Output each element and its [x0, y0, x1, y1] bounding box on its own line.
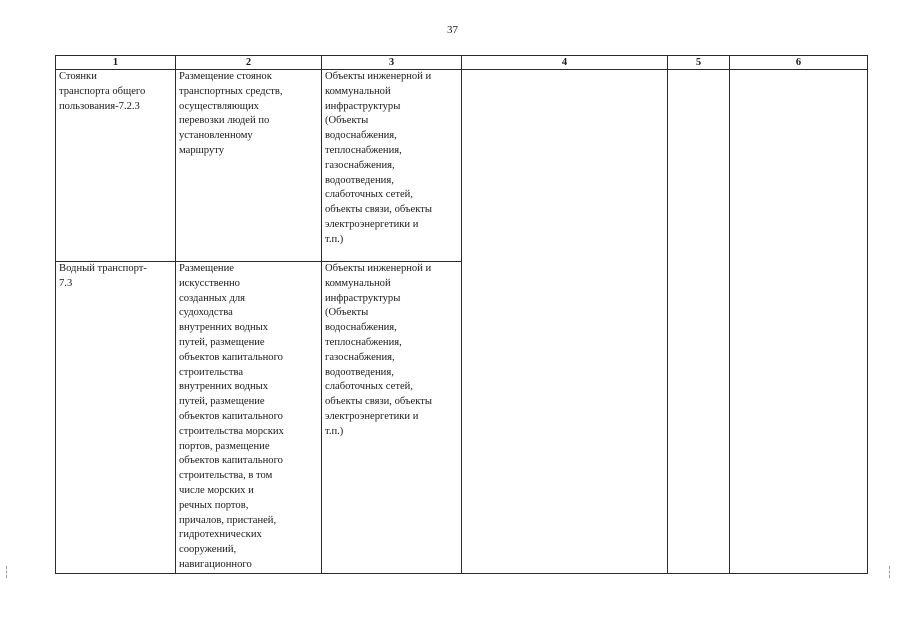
- page-number: 37: [447, 24, 458, 36]
- right-margin-mark: [889, 566, 893, 578]
- column-header-6: 6: [730, 56, 868, 70]
- column-header-2: 2: [176, 56, 322, 70]
- land-use-description-cell: Размещение стоянок транспортных средств, осуществляющих перевозки людей по установленному маршруту: [176, 70, 322, 262]
- column-5-merged-cell: [668, 70, 730, 574]
- column-4-merged-cell: [462, 70, 668, 574]
- column-6-merged-cell: [730, 70, 868, 574]
- column-header-5: 5: [668, 56, 730, 70]
- column-header-1: 1: [56, 56, 176, 70]
- auxiliary-use-cell: Объекты инженерной и коммунальной инфраструктуры (Объекты водоснабжения, теплоснабжения, газоснабжения, водоотведения, слаботочных сетей, объекты связи, объекты электроэнергетики и т.п.): [322, 262, 462, 574]
- table-header-row: [56, 56, 868, 70]
- land-use-description-cell: Размещение искусственно созданных для судоходства внутренних водных путей, размещение объектов капитального строительства внутренних водных путей, размещение объектов капитального строительства морских портов, размещение объектов капитального строительства, в том числе морских и речных портов, причалов, пристаней, гидротехнических сооружений, навигационного: [176, 262, 322, 574]
- column-header-4: 4: [462, 56, 668, 70]
- left-margin-mark: [6, 566, 10, 578]
- column-header-3: 3: [322, 56, 462, 70]
- land-use-type-cell: Стоянки транспорта общего пользования-7.2.3: [56, 70, 176, 262]
- land-use-type-cell: Водный транспорт- 7.3: [56, 262, 176, 574]
- table-row: [56, 70, 868, 262]
- land-use-table: [55, 55, 868, 574]
- auxiliary-use-cell: Объекты инженерной и коммунальной инфраструктуры (Объекты водоснабжения, теплоснабжения, газоснабжения, водоотведения, слаботочных сетей, объекты связи, объекты электроэнергетики и т.п.): [322, 70, 462, 262]
